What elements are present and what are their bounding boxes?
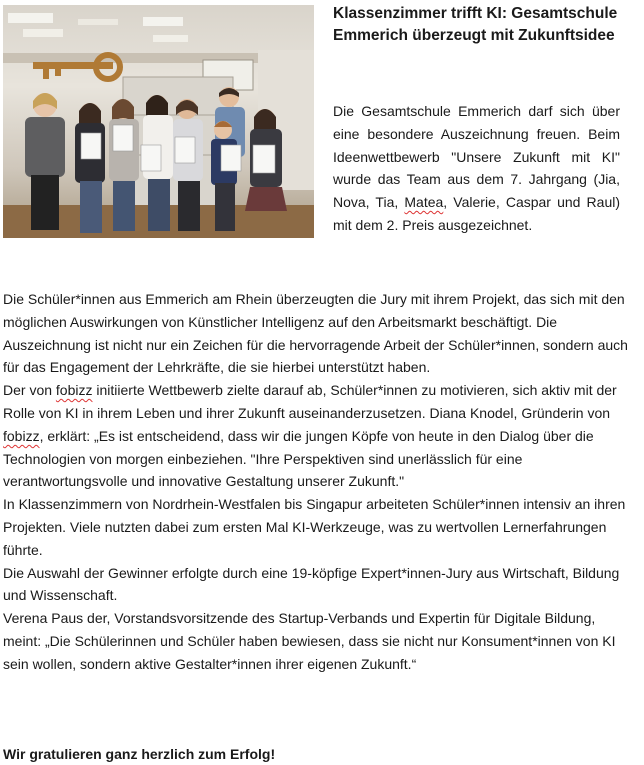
paragraph-classrooms: In Klassenzimmern von Nordrhein-Westfalen bis Singapur arbeiteten Schüler*innen intensiv an ihren Projekten. Viele nutzten dabei zum ersten Mal KI-Werkzeuge, was zu wertvollen Lernerfahrungen führte. (3, 496, 626, 558)
article-body (3, 288, 635, 676)
paragraph-quote: Verena Paus der, Vorstandsvorsitzende des Startup-Verbands und Expertin für Digitale Bildung, meint: „Die Schülerinnen und Schüler haben bewiesen, dass sie nicht nur Konsument*innen von KI sein wollen, sondern aktive Gestalter*innen ihrer eigenen Zukunft.“ (3, 610, 616, 672)
paragraph-selection: Die Auswahl der Gewinner erfolgte durch eine 19-köpfige Expert*innen-Jury aus Wirtschaft, Bildung und Wissenschaft. (3, 564, 620, 604)
p2-text-a: Der von (3, 382, 56, 399)
p2-text-c: , erklärt: „Es ist entscheidend, dass wir die jungen Köpfe von heute in den Dialog über die Technologien von morgen einbeziehen. "Ihre Perspektiven sind unerlässlich für eine verantwortungsvolle und innovative Gestaltung unserer Zukunft." (3, 427, 594, 490)
intro-text-start: Die Gesamtschule Emmerich darf sich über eine besondere Auszeichnung freuen. Beim Ideenwettbewerb "Unsere Zukunft mit KI" wurde das Team aus dem 7. Jahrgang (Jia, Nova, Tia, (333, 103, 620, 211)
group-photo-icon (3, 5, 314, 238)
article-title: Klassenzimmer trifft KI: Gesamtschule Emmerich überzeugt mit Zukunftsidee (333, 5, 618, 44)
name-matea: Matea (404, 194, 444, 211)
p2-text-b: initiierte Wettbewerb zielte darauf ab, Schüler*innen zu motivieren, sich aktiv mit der Rolle von KI in ihrem Leben und ihrer Zukunft auseinanderzusetzen. Diana Knodel, Gründerin von (3, 382, 617, 421)
closing-line: Wir gratulieren ganz herzlich zum Erfolg! (3, 746, 276, 762)
brand-fobizz-1: fobizz (55, 382, 93, 399)
paragraph-jury: Die Schüler*innen aus Emmerich am Rhein überzeugten die Jury mit ihrem Projekt, das sich mit den möglichen Auswirkungen von Künstlicher Intelligenz auf den Arbeitsmarkt beschäftigt. Die Auszeichnung ist nicht nur ein Zeichen für die hervorragende Arbeit der Schüler*innen, sondern auch für das Engagement der Lehrkräfte, die sie hierbei unterstützt haben. (3, 291, 628, 376)
article-photo (3, 5, 314, 238)
intro-text-end: , Valerie, Caspar und Raul) mit dem 2. Preis ausgezeichnet. (333, 194, 621, 233)
article-intro (333, 100, 620, 237)
brand-fobizz-2: fobizz (3, 427, 40, 444)
paragraph-fobizz (3, 379, 635, 493)
